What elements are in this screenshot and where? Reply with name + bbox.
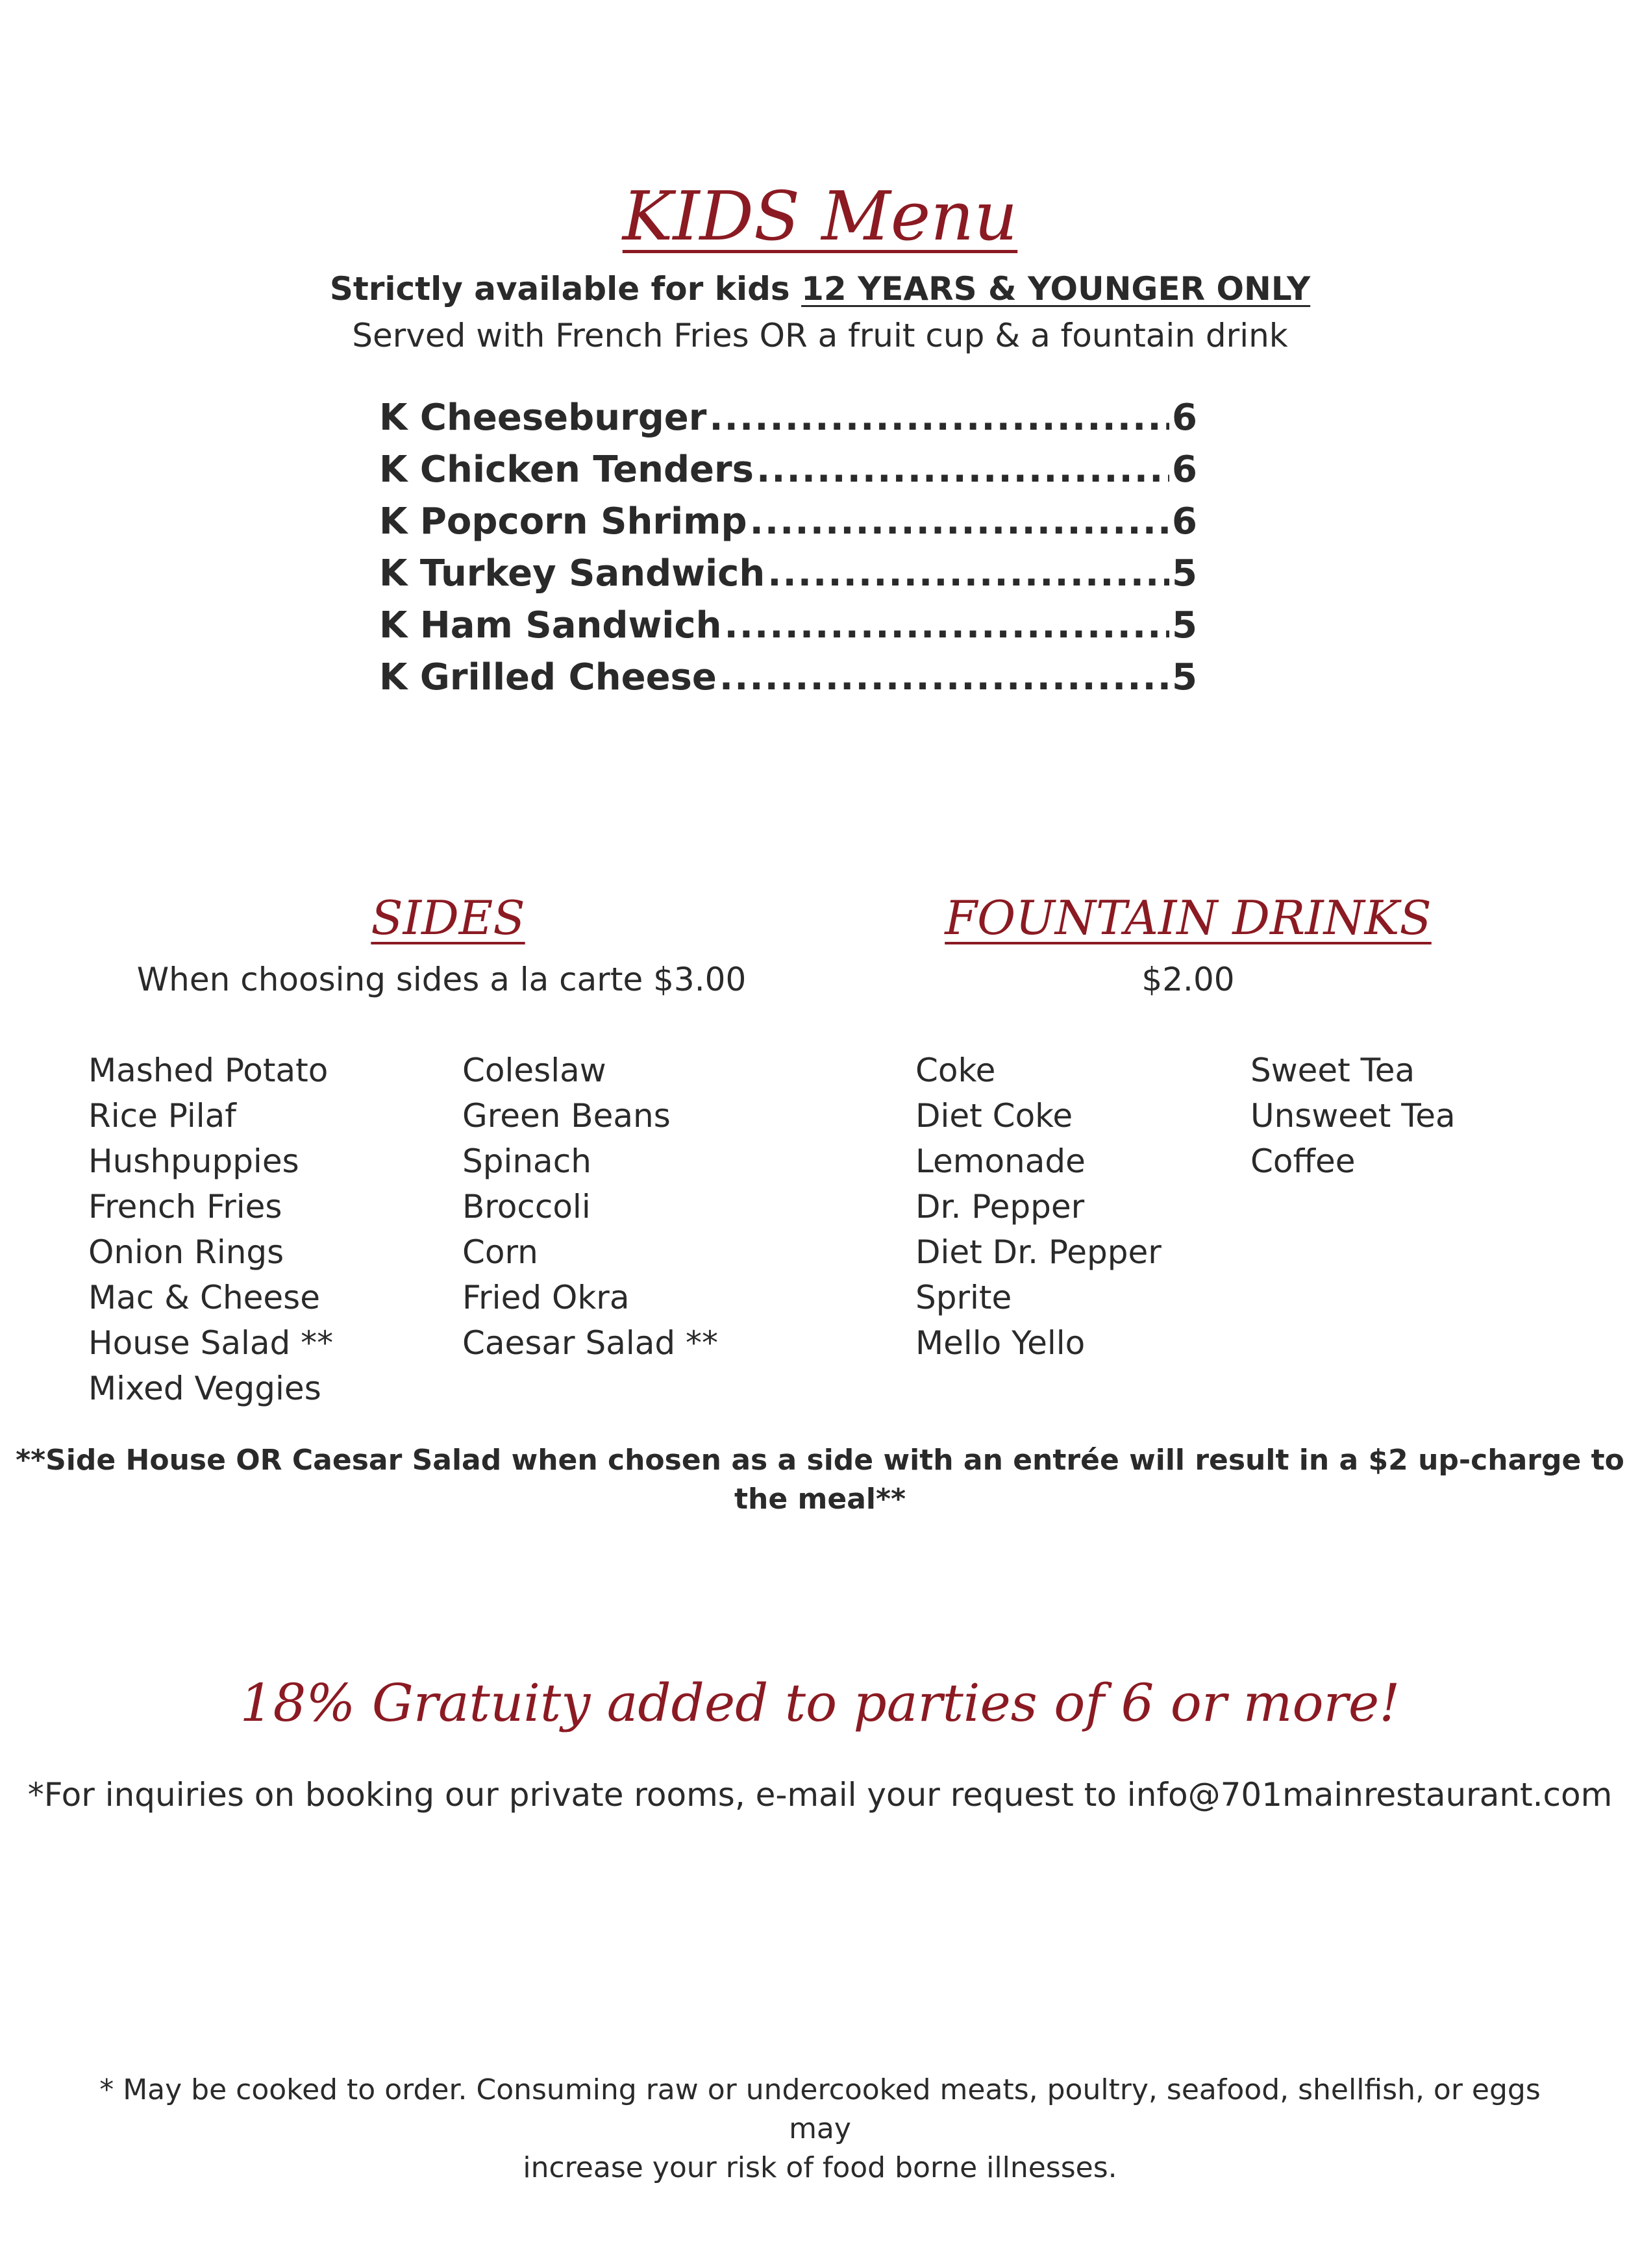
list-item: Mashed Potato [88,1052,329,1089]
drinks-list-column-1 [915,1048,1162,1366]
menu-item-price: 6 [1172,397,1197,439]
sides-price-note: When choosing sides a la carte $3.00 [136,961,747,998]
list-item: Corn [462,1233,538,1271]
menu-item [379,444,1197,496]
list-item: Hushpuppies [88,1142,299,1180]
private-room-inquiry-note: *For inquiries on booking our private rooms, e-mail your request to info@701mainrestaurant.com [27,1776,1613,1814]
list-item: French Fries [88,1188,282,1226]
menu-item [379,392,1197,444]
menu-item-price: 6 [1172,449,1197,491]
gratuity-notice: 18% Gratuity added to parties of 6 or more! [240,1673,1400,1733]
list-item: Green Beans [462,1097,671,1135]
fountain-drinks-title: FOUNTAIN DRINKS [945,891,1432,945]
sides-list-column-1 [88,1048,333,1411]
list-item: Sprite [915,1279,1012,1316]
age-restriction-prefix: Strictly available for kids [329,270,802,308]
menu-item-price: 5 [1172,552,1197,595]
menu-item [379,548,1197,600]
menu-item [379,652,1197,704]
dot-leader [767,548,1169,600]
menu-item [379,496,1197,548]
list-item: Onion Rings [88,1233,284,1271]
list-item: Unsweet Tea [1250,1097,1456,1135]
menu-item-name: K Chicken Tenders [379,449,754,491]
kids-menu-title: KIDS Menu [622,177,1018,256]
kids-menu-list [379,392,1197,704]
sides-list-column-2 [462,1048,718,1366]
list-item: Lemonade [915,1142,1086,1180]
menu-item-price: 5 [1172,656,1197,698]
menu-item [379,600,1197,652]
dot-leader [756,444,1169,496]
list-item: Fried Okra [462,1279,630,1316]
age-restriction [0,267,1640,310]
list-item: Coke [915,1052,996,1089]
list-item: Mixed Veggies [88,1370,321,1407]
menu-item-name: K Cheeseburger [379,397,707,439]
list-item: Coleslaw [462,1052,606,1089]
menu-item-price: 6 [1172,500,1197,543]
list-item: Dr. Pepper [915,1188,1085,1226]
salad-upcharge-note: **Side House OR Caesar Salad when chosen as a side with an entrée will result in a $2 up-charge to the meal** [16,1444,1624,1516]
advisory-line-1: * May be cooked to order. Consuming raw or undercooked meats, poultry, seafood, shellfish, or eggs may [99,2073,1541,2145]
dot-leader [719,652,1169,704]
list-item: Coffee [1250,1142,1356,1180]
list-item: House Salad ** [88,1324,334,1362]
list-item: Sweet Tea [1250,1052,1415,1089]
list-item: Mac & Cheese [88,1279,320,1316]
dot-leader [724,600,1169,652]
drinks-price: $2.00 [1141,961,1235,998]
menu-item-name: K Turkey Sandwich [379,552,765,595]
drinks-list-column-2 [1250,1048,1456,1184]
dot-leader [750,496,1169,548]
list-item: Rice Pilaf [88,1097,236,1135]
list-item: Spinach [462,1142,591,1180]
list-item: Caesar Salad ** [462,1324,718,1362]
served-with-note: Served with French Fries OR a fruit cup & a fountain drink [352,317,1288,354]
list-item: Diet Dr. Pepper [915,1233,1162,1271]
menu-item-price: 5 [1172,604,1197,647]
dot-leader [709,392,1169,444]
list-item: Broccoli [462,1188,591,1226]
menu-item-name: K Popcorn Shrimp [379,500,747,543]
list-item: Mello Yello [915,1324,1086,1362]
menu-item-name: K Grilled Cheese [379,656,717,698]
list-item: Diet Coke [915,1097,1073,1135]
sides-title: SIDES [371,891,525,945]
menu-item-name: K Ham Sandwich [379,604,722,647]
age-restriction-emphasis: 12 YEARS & YOUNGER ONLY [801,270,1311,308]
consumer-advisory [97,2071,1543,2188]
advisory-line-2: increase your risk of food borne illnesses. [523,2151,1117,2184]
